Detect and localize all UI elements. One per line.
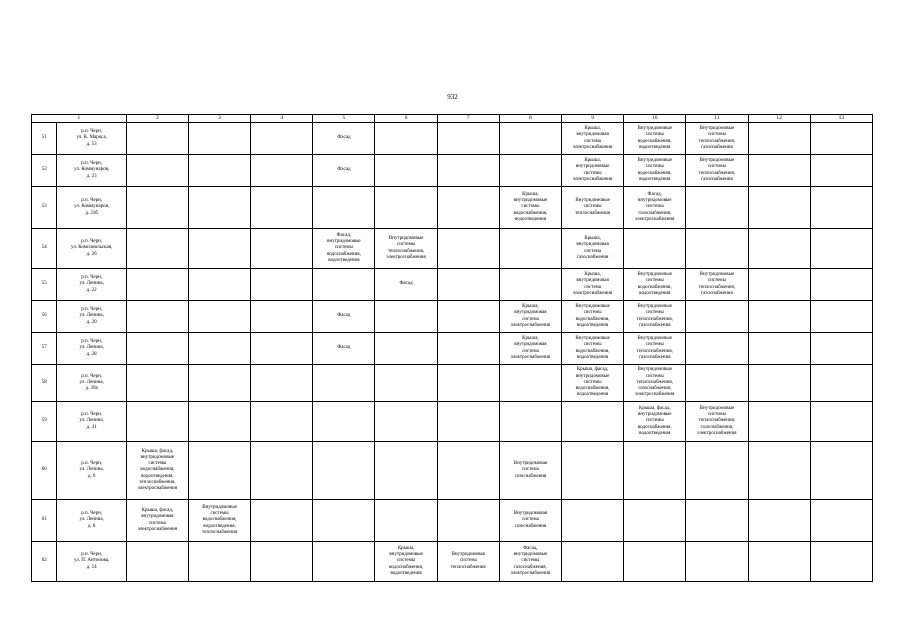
column-header: 4 [251,115,313,123]
work-cell [810,442,872,500]
work-cell [624,333,686,365]
work-cell [562,123,624,155]
table-row [32,155,873,187]
work-cell [313,442,375,500]
column-header: 10 [624,115,686,123]
work-cell [188,155,250,187]
work-cell [313,155,375,187]
work-text: Внутридомовые системы теплоснабжения, газоснабжения [636,336,673,360]
work-cell [499,365,561,402]
work-cell [748,333,810,365]
work-text: Фасад, внутридомовые системы газоснабжения, электроснабжения [510,545,551,576]
row-number: 62 [32,542,57,582]
work-text: Внутридомовые системы водоснабжения, водоотведения [575,336,610,360]
work-cell [126,333,188,365]
work-cell [624,187,686,229]
address-text: р.п. Черн, ул. Коммунаров, д. 23б [74,198,110,216]
work-cell [188,442,250,500]
work-cell [810,365,872,402]
work-cell [437,301,499,333]
work-cell [624,229,686,269]
work-cell [748,301,810,333]
table-row [32,365,873,402]
table-row [32,402,873,442]
work-cell [313,187,375,229]
work-cell [375,229,437,269]
work-cell [748,442,810,500]
table-row [32,333,873,365]
column-header: 1 [32,115,127,123]
work-cell [748,542,810,582]
address-cell [57,542,126,582]
work-text: Крыша, внутридомовая система электроснабжения [572,126,613,150]
work-cell [251,187,313,229]
work-cell [126,123,188,155]
page-number: 932 [447,93,458,101]
work-cell [375,365,437,402]
work-cell [313,229,375,269]
table-row [32,123,873,155]
work-cell [748,365,810,402]
work-cell [188,301,250,333]
work-text: Фасад [399,281,413,287]
work-text: Крыша, внутридомовая система электроснабжения [572,272,613,296]
address-text: р.п. Черн, ул. Ленина, д. 39а [79,373,104,392]
work-cell [562,402,624,442]
work-cell [251,155,313,187]
column-header: 6 [375,115,437,123]
work-cell [313,542,375,582]
address-cell [57,500,126,542]
work-cell [499,402,561,442]
work-cell [686,269,748,301]
work-text: Внутридомовые системы теплоснабжения, газоснабжения, электроснабжения [635,367,675,398]
work-text: Крыша, внутридомовые системы водоснабжения, водоотведения [389,545,424,576]
work-cell [810,229,872,269]
work-text: Крыша, внутридомовая система газоснабжения [576,236,609,260]
work-cell [251,365,313,402]
work-cell [624,500,686,542]
work-cell [375,269,437,301]
work-cell [188,542,250,582]
work-text: Фасад [337,167,351,173]
work-cell [251,229,313,269]
work-cell [748,402,810,442]
column-header: 5 [313,115,375,123]
work-cell [188,229,250,269]
work-cell [437,442,499,500]
work-cell [251,402,313,442]
work-cell [375,442,437,500]
work-cell [313,269,375,301]
address-text: р.п. Черн, ул. Ленина, д. 41 [79,412,104,430]
work-cell [810,301,872,333]
work-text: Внутридомовые системы теплоснабжения, газоснабжения [698,158,736,182]
work-cell [126,402,188,442]
row-number: 57 [32,333,57,365]
column-header: 11 [686,115,748,123]
work-text: Фасад [337,345,351,351]
table-row [32,301,873,333]
work-cell [562,333,624,365]
address-text: р.п. Черн, ул. П. Антонова, д. 14 [74,552,110,570]
work-cell [562,542,624,582]
work-cell [437,333,499,365]
work-cell [624,542,686,582]
row-number: 51 [32,123,57,155]
work-cell [437,500,499,542]
address-cell [57,187,126,229]
work-text: Внутридомовые системы водоснабжения, водоотведения [637,158,672,182]
work-cell [624,155,686,187]
table-header [32,115,873,123]
work-cell [499,500,561,542]
work-cell [437,542,499,582]
work-cell [188,500,250,542]
repair-schedule-table [31,114,873,582]
work-text: Внутридомовые системы теплоснабжения [575,198,611,216]
work-cell [686,229,748,269]
work-text: Внутридомовая система газоснабжения [513,511,548,529]
table-body [32,123,873,582]
work-cell [188,402,250,442]
work-text: Фасад [337,313,351,319]
work-cell [686,542,748,582]
work-cell [499,301,561,333]
work-cell [810,542,872,582]
work-cell [499,155,561,187]
work-cell [375,155,437,187]
work-cell [437,187,499,229]
work-cell [562,442,624,500]
work-text: Внутридомовые системы теплоснабжения, газоснабжения [698,126,736,150]
work-cell [499,187,561,229]
work-cell [313,123,375,155]
work-text: Крыша, фасад, внутридомовые системы водоснабжения, водоотведения, теплоснабжения, электроснабжения [137,448,178,492]
address-cell [57,333,126,365]
work-cell [562,155,624,187]
work-cell [562,269,624,301]
work-cell [375,333,437,365]
work-cell [126,187,188,229]
work-cell [624,269,686,301]
work-cell [748,229,810,269]
work-text: Крыша, внутридомовые системы водоснабжения, водоотведения [513,191,548,222]
work-cell [686,123,748,155]
address-text: р.п. Черн, ул. Ленина, д. 20 [79,307,104,325]
work-cell [251,500,313,542]
work-cell [686,155,748,187]
address-cell [57,301,126,333]
work-cell [810,402,872,442]
work-text: Фасад [337,135,351,141]
work-cell [499,229,561,269]
work-text: Внутридомовые системы водоснабжения, водоотведения [575,304,610,328]
work-cell [810,123,872,155]
work-cell [251,333,313,365]
work-cell [562,301,624,333]
work-cell [562,229,624,269]
work-cell [437,365,499,402]
column-header: 9 [562,115,624,123]
work-cell [313,301,375,333]
work-cell [437,155,499,187]
work-cell [810,269,872,301]
work-cell [126,365,188,402]
row-number: 54 [32,229,57,269]
work-cell [251,301,313,333]
table-row [32,442,873,500]
work-cell [686,333,748,365]
address-cell [57,123,126,155]
work-cell [624,301,686,333]
table-row [32,269,873,301]
work-cell [126,442,188,500]
work-cell [624,442,686,500]
work-text: Крыша, внутридомовая система электроснабжения [510,304,551,328]
header-row [32,115,873,123]
work-text: Крыша, внутридомовая система электроснабжения [510,336,551,360]
work-cell [126,500,188,542]
table-row [32,542,873,582]
work-cell [624,402,686,442]
work-cell [810,187,872,229]
work-cell [562,500,624,542]
address-text: р.п. Черн, ул. Ленина, д. 6 [79,461,104,479]
address-cell [57,269,126,301]
work-cell [748,187,810,229]
work-text: Внутридомовые системы водоснабжения, водоотведения [637,126,672,150]
work-cell [562,187,624,229]
work-text: Внутридомовые системы водоснабжения, водоотведения [637,272,672,296]
work-cell [126,269,188,301]
work-cell [126,542,188,582]
work-cell [375,301,437,333]
work-text: Крыша, фасад, внутридомовые системы водоснабжения, водоотведения [575,367,610,398]
work-cell [375,123,437,155]
row-number: 61 [32,500,57,542]
work-cell [499,442,561,500]
work-cell [562,365,624,402]
work-cell [686,301,748,333]
column-header: 13 [810,115,872,123]
table-row [32,187,873,229]
work-text: Крыша, внутридомовые системы электроснабжения [572,158,613,182]
work-text: Внутридомовые системы теплоснабжения, газоснабжения, электроснабжения [697,405,737,436]
work-cell [126,229,188,269]
work-cell [686,442,748,500]
work-cell [499,333,561,365]
work-cell [375,542,437,582]
work-cell [313,333,375,365]
work-cell [437,123,499,155]
work-text: Крыша, фасад, внутридомовые системы водоснабжения, водоотведения [637,405,672,436]
work-cell [251,542,313,582]
work-text: Внутридомовые системы теплоснабжения, электроснабжения [386,236,426,260]
work-cell [686,187,748,229]
address-cell [57,229,126,269]
table-row [32,500,873,542]
work-cell [686,365,748,402]
row-number: 56 [32,301,57,333]
work-cell [188,269,250,301]
table-row [32,229,873,269]
work-cell [375,402,437,442]
work-cell [499,123,561,155]
work-cell [748,155,810,187]
work-cell [437,269,499,301]
work-text: Внутридомовые системы теплоснабжения, газоснабжения [636,304,673,328]
work-cell [499,542,561,582]
work-cell [188,123,250,155]
work-cell [251,269,313,301]
row-number: 58 [32,365,57,402]
row-number: 52 [32,155,57,187]
work-cell [624,365,686,402]
address-text: р.п. Черн, ул. Ленина, д. 28 [79,339,104,357]
work-cell [810,155,872,187]
row-number: 60 [32,442,57,500]
work-cell [126,301,188,333]
address-cell [57,402,126,442]
work-cell [437,402,499,442]
work-text: Внутридомовые системы теплоснабжения, газоснабжения [698,272,736,296]
work-cell [499,269,561,301]
work-cell [748,269,810,301]
work-cell [126,155,188,187]
work-cell [375,187,437,229]
work-cell [686,402,748,442]
address-cell [57,442,126,500]
address-cell [57,365,126,402]
work-cell [810,500,872,542]
work-cell [313,365,375,402]
work-cell [748,123,810,155]
work-cell [188,187,250,229]
work-text: Внутридомовая система теплоснабжения [450,552,486,570]
address-text: р.п. Черн, ул. Ленина, д. 22 [79,275,104,293]
column-header: 12 [748,115,810,123]
column-header: 8 [499,115,561,123]
work-cell [437,229,499,269]
work-text: Крыша, фасад, внутридомовая система электроснабжения [137,508,178,532]
work-cell [313,500,375,542]
work-text: Внутридомовые системы водоснабжения, водоотведения, теплоснабжения [202,504,238,535]
row-number: 53 [32,187,57,229]
work-cell [686,500,748,542]
work-cell [624,123,686,155]
row-number: 55 [32,269,57,301]
work-text: Внутридомовая система газоснабжения [513,461,548,479]
row-number: 59 [32,402,57,442]
work-cell [313,402,375,442]
work-cell [810,333,872,365]
column-header: 7 [437,115,499,123]
work-text: Фасад, внутридомовые системы газоснабжения, электроснабжения [635,191,675,222]
work-text: Фасад, внутридомовые системы водоснабжения, водоотведения [326,232,361,263]
work-cell [251,123,313,155]
column-header: 3 [188,115,250,123]
address-text: р.п. Черн, ул. К. Маркса, д. 53 [76,129,107,147]
address-text: р.п. Черн, ул. Коммунаров, д. 23 [74,161,110,179]
work-cell [188,333,250,365]
address-text: р.п. Черн, ул. Ленина, д. 8 [79,511,104,529]
work-cell [251,442,313,500]
address-text: р.п. Черн, ул. Комсомольская, д. 26 [71,239,113,257]
work-cell [748,500,810,542]
work-cell [375,500,437,542]
column-header: 2 [126,115,188,123]
work-cell [188,365,250,402]
address-cell [57,155,126,187]
